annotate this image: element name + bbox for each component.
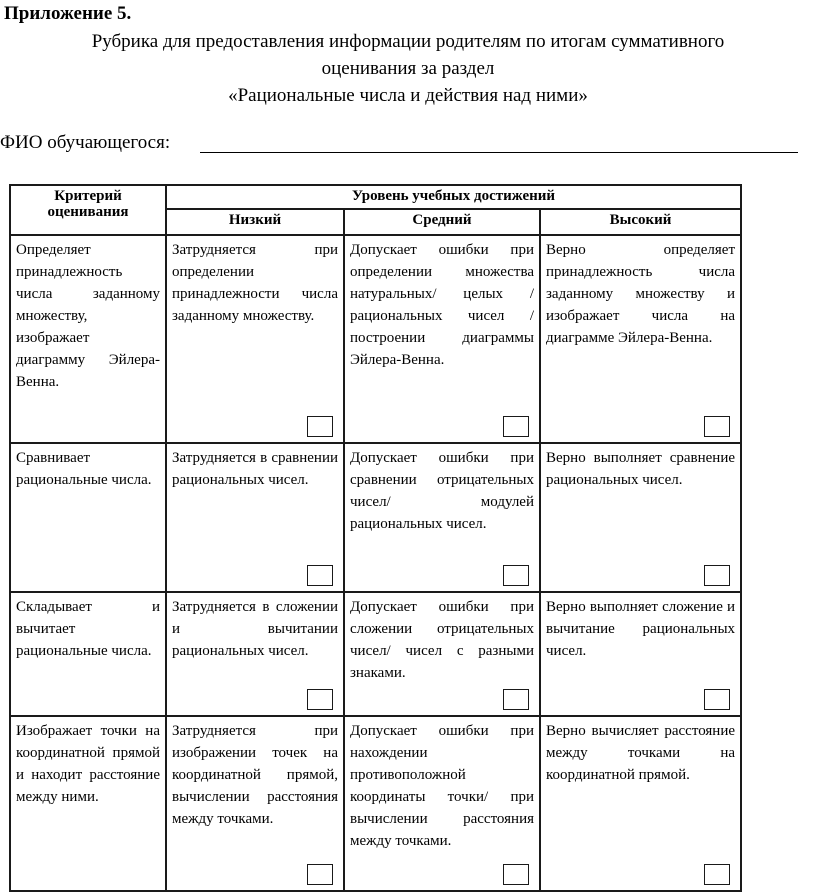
medium-level-text: Допускает ошибки при нахождении противоположной координаты точки/ при вычислении расстояния между точками. <box>350 723 534 849</box>
medium-level-checkbox[interactable] <box>503 689 529 710</box>
low-level-checkbox[interactable] <box>307 864 333 885</box>
medium-level-text: Допускает ошибки при сложении отрицательных чисел/ чисел с разными знаками. <box>350 599 534 681</box>
medium-level-checkbox[interactable] <box>503 864 529 885</box>
achievement-level-header: Уровень учебных достижений <box>166 185 741 209</box>
student-name-label: ФИО обучающегося: <box>0 132 171 153</box>
criterion-text: Складывает и вычитает рациональные числа. <box>16 599 160 659</box>
medium-level-text: Допускает ошибки при определении множества натуральных/ целых / рациональных чисел / построении диаграммы Эйлера-Венна. <box>350 242 534 368</box>
medium-level-cell <box>344 716 540 891</box>
low-level-checkbox[interactable] <box>307 565 333 586</box>
high-level-checkbox[interactable] <box>704 416 730 437</box>
criterion-cell <box>10 716 166 891</box>
table-row <box>10 716 741 891</box>
criterion-column-header: Критерий оценивания <box>10 185 166 235</box>
high-level-text: Верно выполняет сравнение рациональных чисел. <box>546 450 736 488</box>
criterion-cell <box>10 235 166 443</box>
table-header-row <box>10 185 741 209</box>
criterion-text: Сравнивает рациональные числа. <box>16 450 152 488</box>
high-level-cell <box>540 592 741 716</box>
high-level-checkbox[interactable] <box>704 689 730 710</box>
high-level-cell <box>540 235 741 443</box>
medium-level-text: Допускает ошибки при сравнении отрицательных чисел/ модулей рациональных чисел. <box>350 450 534 532</box>
low-level-text: Затрудняется в сравнении рациональных чисел. <box>172 450 338 488</box>
criterion-text: Определяет принадлежность числа заданному множеству, изображает диаграмму Эйлера-Венна. <box>16 242 160 390</box>
rubric-table <box>9 184 742 892</box>
low-level-text: Затрудняется при определении принадлежности числа заданному множеству. <box>172 242 338 324</box>
low-level-text: Затрудняется при изображении точек на координатной прямой, вычислении расстояния между точками. <box>172 723 338 827</box>
student-name-field[interactable] <box>200 152 798 153</box>
high-level-text: Верно вычисляет расстояние между точками на координатной прямой. <box>546 723 736 783</box>
high-level-cell <box>540 443 741 592</box>
low-level-text: Затрудняется в сложении и вычитании рациональных чисел. <box>172 599 338 659</box>
medium-level-cell <box>344 592 540 716</box>
medium-level-cell <box>344 235 540 443</box>
criterion-cell <box>10 443 166 592</box>
high-level-checkbox[interactable] <box>704 565 730 586</box>
appendix-title: Приложение 5. <box>4 3 132 24</box>
medium-level-cell <box>344 443 540 592</box>
high-level-cell <box>540 716 741 891</box>
low-level-cell <box>166 443 344 592</box>
low-level-cell <box>166 235 344 443</box>
high-level-checkbox[interactable] <box>704 864 730 885</box>
low-level-checkbox[interactable] <box>307 416 333 437</box>
level-low-header: Низкий <box>166 209 344 235</box>
heading-line-2: оценивания за раздел <box>321 58 495 79</box>
criterion-cell <box>10 592 166 716</box>
medium-level-checkbox[interactable] <box>503 416 529 437</box>
low-level-cell <box>166 592 344 716</box>
low-level-cell <box>166 716 344 891</box>
high-level-text: Верно определяет принадлежность числа заданному множеству и изображает числа на диаграмме Эйлера-Венна. <box>546 242 736 346</box>
level-high-header: Высокий <box>540 209 741 235</box>
heading-line-3: «Рациональные числа и действия над ними» <box>228 85 588 106</box>
document-heading <box>0 28 816 109</box>
low-level-checkbox[interactable] <box>307 689 333 710</box>
medium-level-checkbox[interactable] <box>503 565 529 586</box>
table-row <box>10 443 741 592</box>
table-row <box>10 592 741 716</box>
table-row <box>10 235 741 443</box>
high-level-text: Верно выполняет сложение и вычитание рациональных чисел. <box>546 599 736 659</box>
heading-line-1: Рубрика для предоставления информации родителям по итогам суммативного <box>91 31 725 52</box>
level-medium-header: Средний <box>344 209 540 235</box>
criterion-text: Изображает точки на координатной прямой и находит расстояние между ними. <box>16 723 160 805</box>
